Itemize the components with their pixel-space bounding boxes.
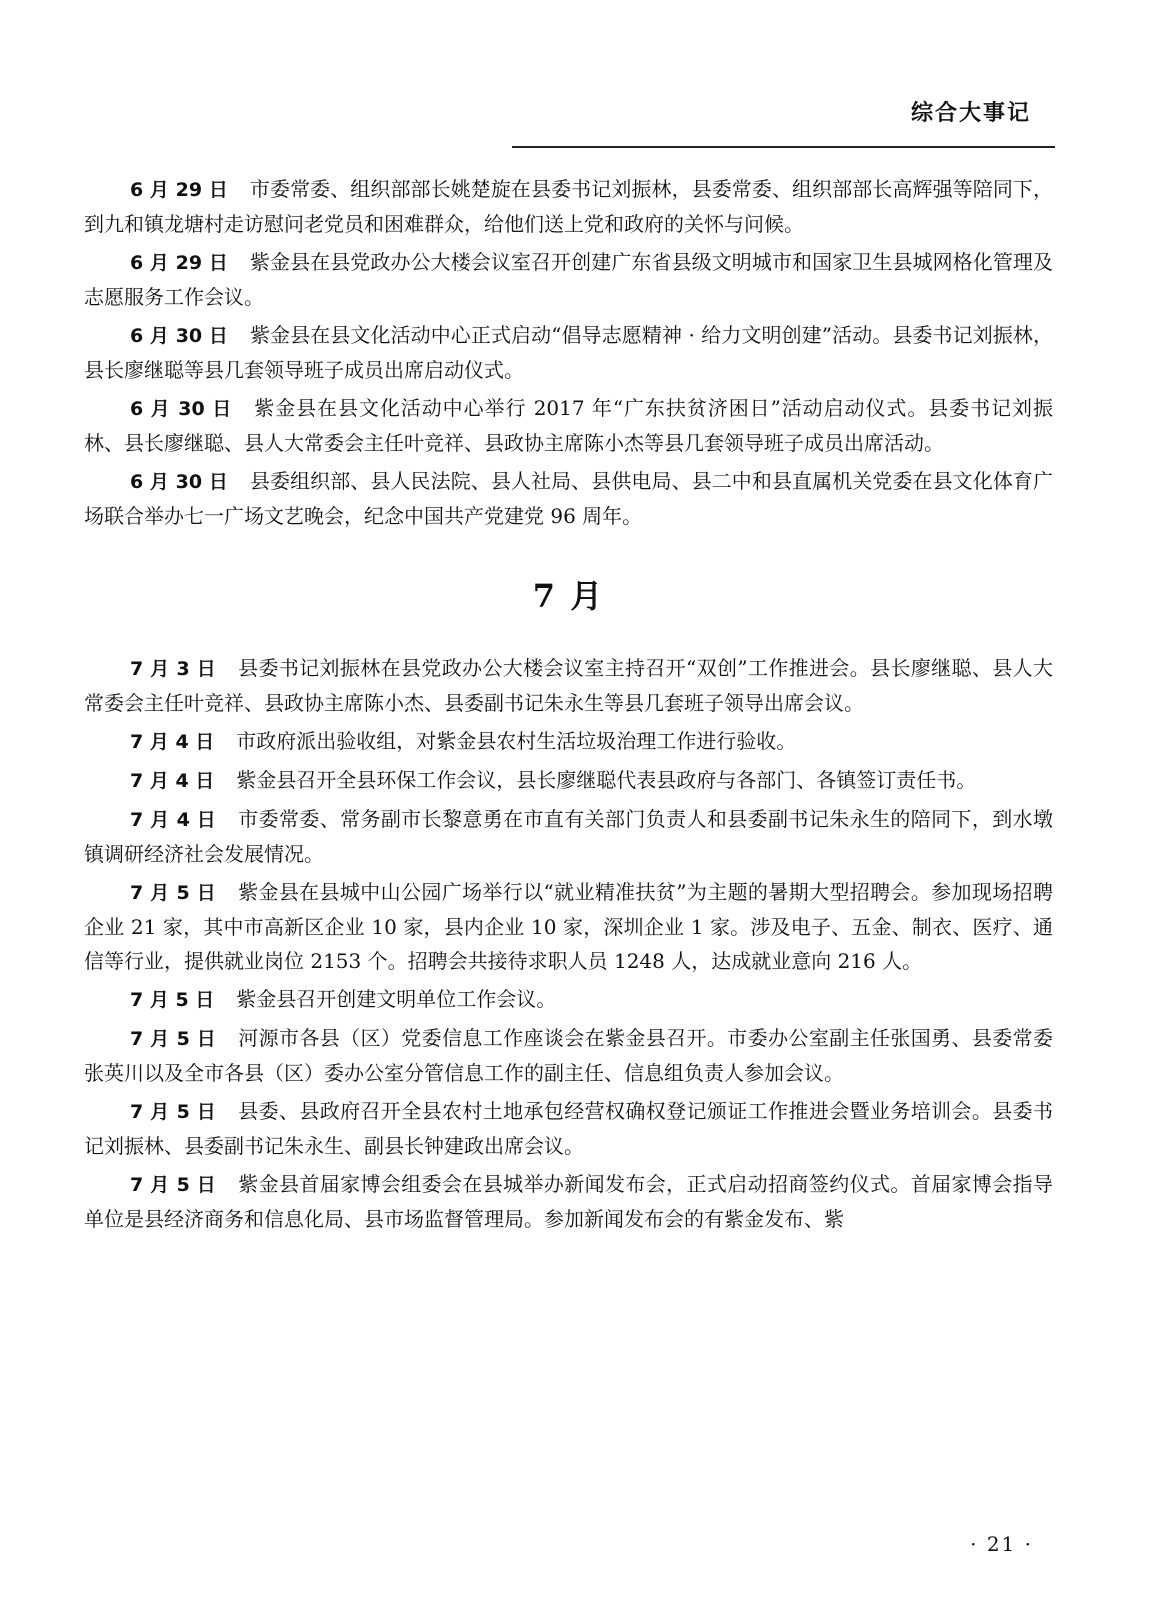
entry-text: 县委书记刘振林在县党政办公大楼会议室主持召开“双创”工作推进会。县长廖继聪、县人大常委会主任叶竞祥、县政协主席陈小杰、县委副书记朱永生等县几套班子领导出席会议。	[84, 656, 1053, 715]
entry-text: 紫金县在县城中山公园广场举行以“就业精准扶贫”为主题的暑期大型招聘会。参加现场招聘企业 21 家，其中市高新区企业 10 家，县内企业 10 家，深圳企业 1 家。涉及电子、五金、制衣、医疗、通信等行业，提供就业岗位 2153 个。招聘会共接待求职人员 1248 人，达成就业意向 216 人。	[84, 880, 1053, 973]
entry-text: 县委组织部、县人民法院、县人社局、县供电局、县二中和县直属机关党委在县文化体育广场联合举办七一广场文艺晚会，纪念中国共产党建党 96 周年。	[84, 469, 1053, 528]
july-entries	[84, 651, 1053, 1236]
event-entry	[84, 802, 1053, 871]
event-entry	[84, 651, 1053, 720]
entry-date: 7 月 4 日	[130, 770, 215, 792]
entry-date: 6 月 29 日	[130, 252, 228, 274]
entry-date: 7 月 3 日	[130, 658, 217, 680]
entry-text: 市委常委、常务副市长黎意勇在市直有关部门负责人和县委副书记朱永生的陪同下，到水墩镇调研经济社会发展情况。	[84, 807, 1053, 866]
event-entry	[84, 172, 1053, 241]
event-entry	[84, 391, 1053, 460]
entry-date: 7 月 5 日	[130, 989, 215, 1011]
page-content	[84, 172, 1053, 1240]
entry-text: 紫金县在县文化活动中心举行 2017 年“广东扶贫济困日”活动启动仪式。县委书记刘振林、县长廖继聪、县人大常委会主任叶竞祥、县政协主席陈小杰等县几套领导班子成员出席活动。	[84, 396, 1053, 455]
entry-date: 7 月 5 日	[130, 1028, 217, 1050]
entry-text: 河源市各县（区）党委信息工作座谈会在紫金县召开。市委办公室副主任张国勇、县委常委张英川以及全市各县（区）委办公室分管信息工作的副主任、信息组负责人参加会议。	[84, 1026, 1053, 1085]
entry-date: 7 月 4 日	[130, 809, 217, 831]
entry-date: 6 月 30 日	[130, 471, 228, 493]
entry-text: 紫金县在县党政办公大楼会议室召开创建广东省县级文明城市和国家卫生县城网格化管理及志愿服务工作会议。	[84, 250, 1053, 309]
event-entry	[84, 1021, 1053, 1090]
entry-text: 紫金县在县文化活动中心正式启动“倡导志愿精神 · 给力文明创建”活动。县委书记刘振林，县长廖继聪等县几套领导班子成员出席启动仪式。	[84, 323, 1053, 382]
entry-date: 6 月 29 日	[130, 179, 228, 201]
event-entry	[84, 763, 1053, 798]
entry-date: 7 月 5 日	[130, 1174, 217, 1196]
running-header: 综合大事记	[910, 101, 1031, 126]
entry-text: 市政府派出验收组，对紫金县农村生活垃圾治理工作进行验收。	[236, 729, 797, 753]
event-entry	[84, 875, 1053, 978]
entry-date: 7 月 4 日	[130, 731, 215, 753]
entry-date: 7 月 5 日	[130, 1101, 217, 1123]
entry-date: 7 月 5 日	[130, 882, 217, 904]
entry-text: 市委常委、组织部部长姚楚旋在县委书记刘振林，县委常委、组织部部长高辉强等陪同下，到九和镇龙塘村走访慰问老党员和困难群众，给他们送上党和政府的关怀与问候。	[84, 177, 1053, 236]
entry-date: 6 月 30 日	[130, 325, 228, 347]
event-entry	[84, 245, 1053, 314]
entry-text: 紫金县首届家博会组委会在县城举办新闻发布会，正式启动招商签约仪式。首届家博会指导单位是县经济商务和信息化局、县市场监督管理局。参加新闻发布会的有紫金发布、紫	[84, 1172, 1053, 1231]
event-entry	[84, 1167, 1053, 1236]
entry-date: 6 月 30 日	[130, 398, 233, 420]
header-rule	[512, 146, 1055, 148]
event-entry	[84, 464, 1053, 533]
event-entry	[84, 318, 1053, 387]
entry-text: 紫金县召开创建文明单位工作会议。	[236, 987, 557, 1011]
june-entries	[84, 172, 1053, 533]
event-entry	[84, 724, 1053, 759]
month-heading: 7 月	[532, 577, 605, 615]
page-number: · 21 ·	[970, 1532, 1033, 1556]
event-entry	[84, 982, 1053, 1017]
event-entry	[84, 1094, 1053, 1163]
entry-text: 县委、县政府召开全县农村土地承包经营权确权登记颁证工作推进会暨业务培训会。县委书记刘振林、县委副书记朱永生、副县长钟建政出席会议。	[84, 1099, 1053, 1158]
entry-text: 紫金县召开全县环保工作会议，县长廖继聪代表县政府与各部门、各镇签订责任书。	[236, 768, 977, 792]
